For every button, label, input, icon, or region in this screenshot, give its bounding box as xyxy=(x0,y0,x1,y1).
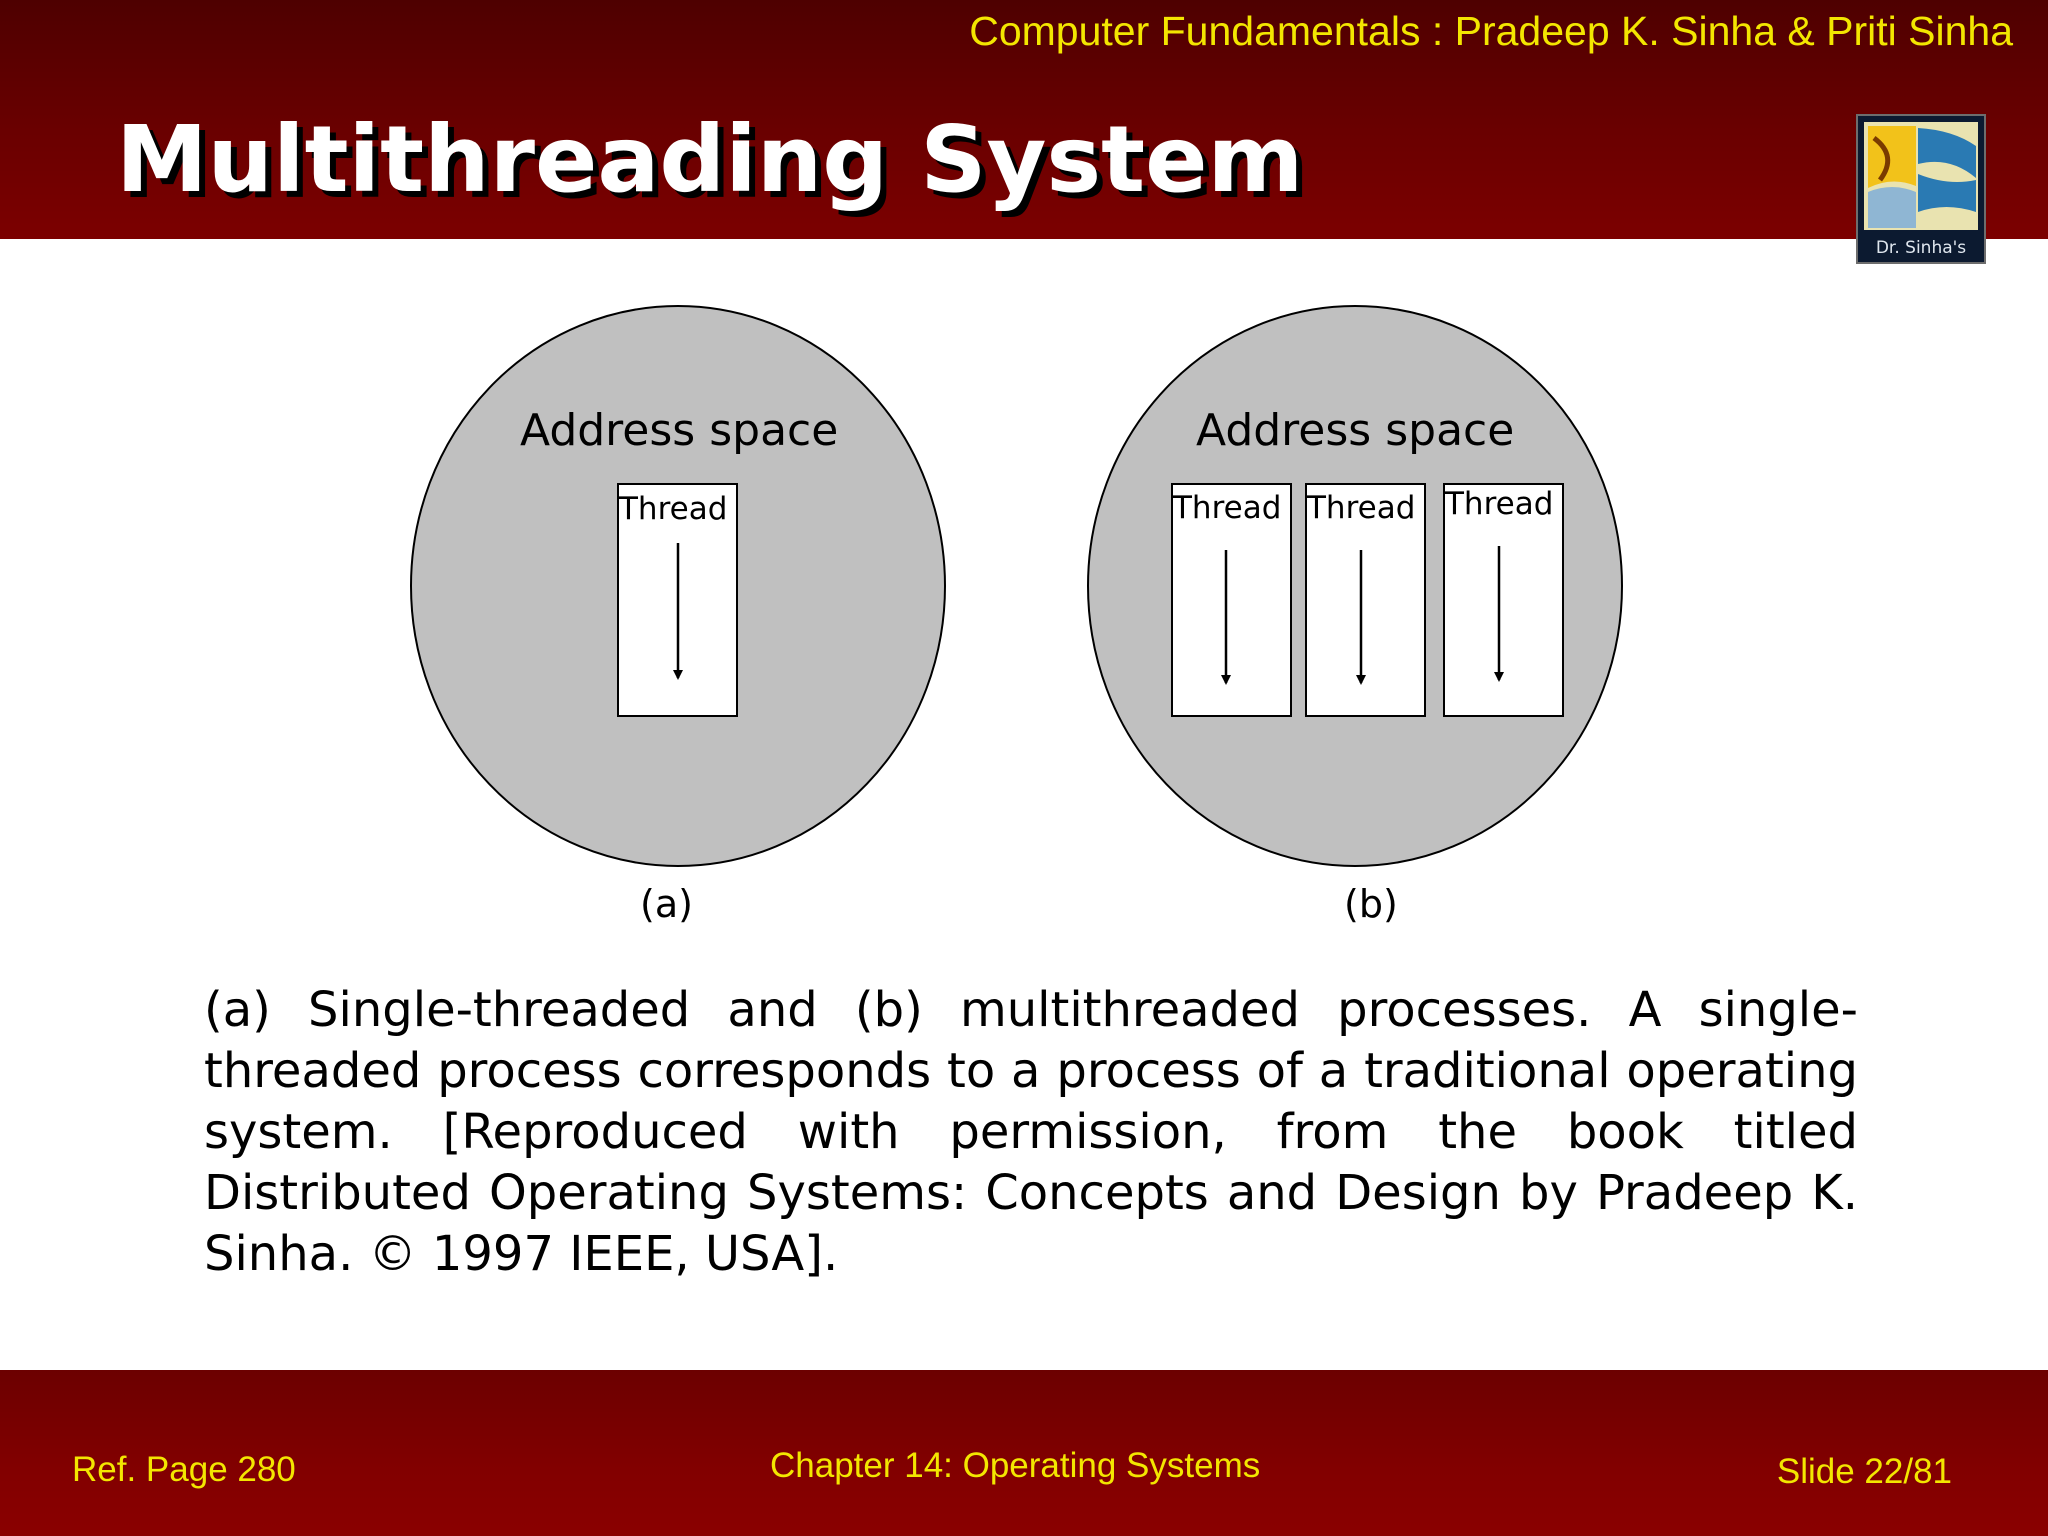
logo-emblem-icon xyxy=(1858,116,1984,236)
thread-diagram xyxy=(0,290,2048,950)
chapter-title: Chapter 14: Operating Systems xyxy=(770,1446,1261,1485)
address-space-label-a: Address space xyxy=(520,405,839,456)
thread-label-a: Thread xyxy=(619,491,728,527)
course-credit: Computer Fundamentals : Pradeep K. Sinha & Priti Sinha xyxy=(969,8,2013,54)
thread-label-b1: Thread xyxy=(1173,490,1282,526)
reference-page: Ref. Page 280 xyxy=(72,1450,296,1489)
slide-number: Slide 22/81 xyxy=(1776,1452,1952,1491)
panel-a-caption: (a) xyxy=(640,882,693,926)
thread-label-b2: Thread xyxy=(1307,490,1416,526)
dr-sinha-logo xyxy=(1856,114,1986,264)
slide-title: Multithreading System xyxy=(116,106,1304,213)
panel-b-caption: (b) xyxy=(1344,882,1398,926)
slide-header xyxy=(0,0,2048,239)
slide-footer xyxy=(0,1370,2048,1536)
diagram-graphics xyxy=(0,290,2048,950)
address-space-label-b: Address space xyxy=(1196,405,1515,456)
figure-caption: (a) Single-threaded and (b) multithreaded processes. A single-threaded process corresponds to a process of a traditional operating system. [Reproduced with permission, from the book titled Distributed Operating Systems: Concepts and Design by Pradeep K. Sinha. © 1997 IEEE, USA]. xyxy=(204,982,1858,1282)
thread-label-b3: Thread xyxy=(1445,486,1554,522)
logo-caption: Dr. Sinha's xyxy=(1875,238,1967,258)
